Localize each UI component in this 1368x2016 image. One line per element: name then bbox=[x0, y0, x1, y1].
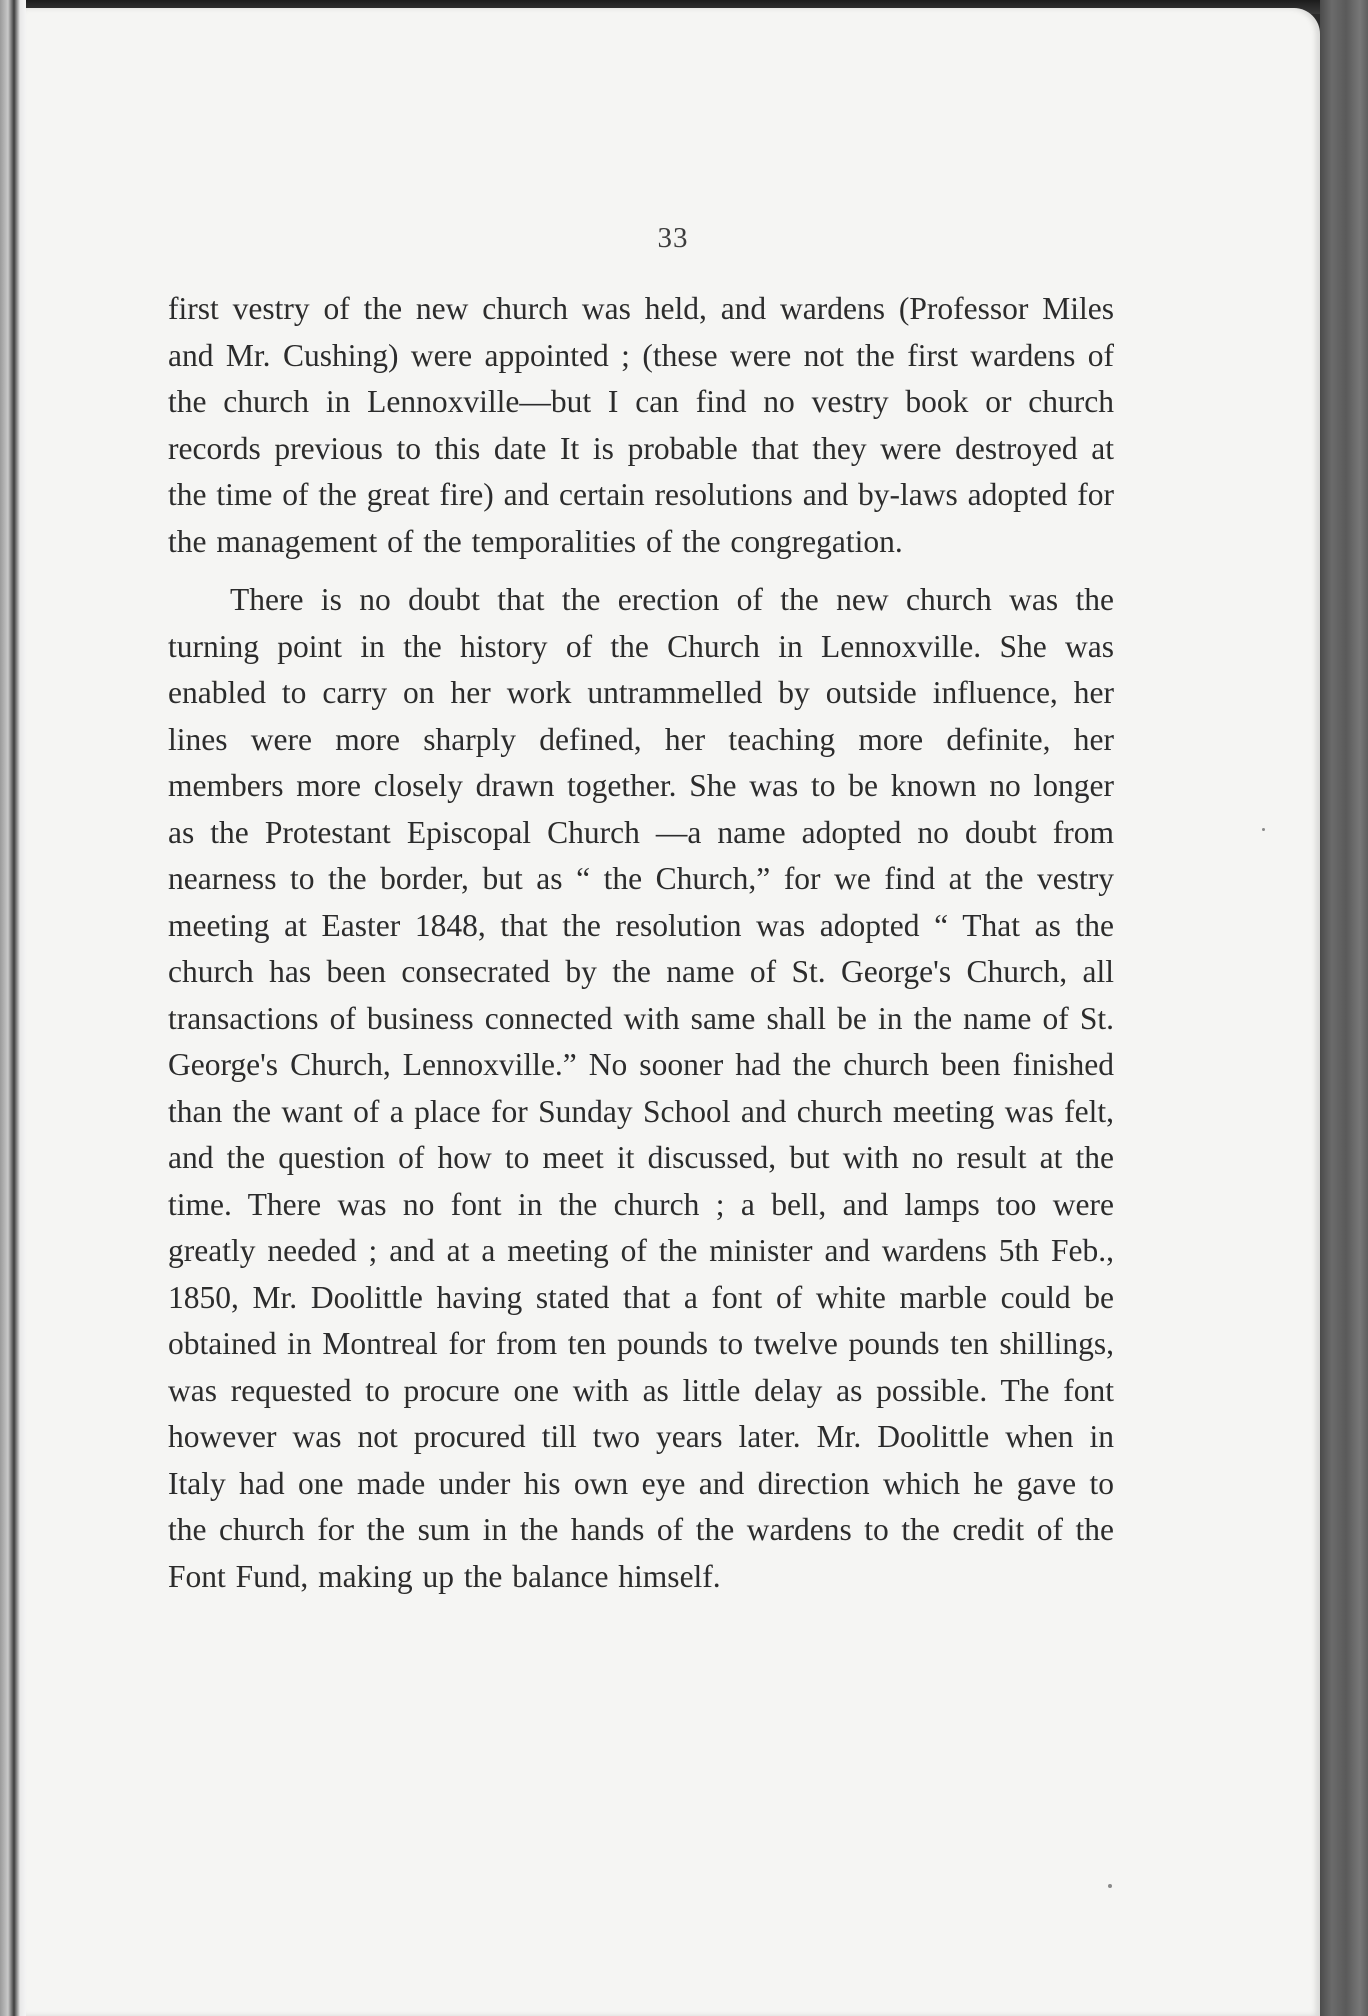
body-text bbox=[168, 286, 1114, 1612]
paragraph-2: There is no doubt that the erection of the new church was the turning point in the history of the Church in Lennoxville. She was enabled to carry on her work untrammelled by outside influence, her lines were more sharply defined, her teaching more definite, her members more closely drawn together. She was to be known no longer as the Protestant Episcopal Church —a name adopted no doubt from nearness to the border, but as “ the Church,” for we find at the vestry meeting at Easter 1848, that the resolution was adopted “ That as the church has been consecrated by the name of St. George's Church, all transactions of business connected with same shall be in the name of St. George's Church, Lennoxville.” No sooner had the church been finished than the want of a place for Sunday School and church meeting was felt, and the question of how to meet it discussed, but with no result at the time. There was no font in the church ; a bell, and lamps too were greatly needed ; and at a meeting of the minister and wardens 5th Feb., 1850, Mr. Doolittle having stated that a font of white marble could be obtained in Montreal for from ten pounds to twelve pounds ten shillings, was requested to procure one with as little delay as possible. The font however was not procured till two years later. Mr. Doolittle when in Italy had one made under his own eye and direction which he gave to the church for the sum in the hands of the wardens to the credit of the Font Fund, making up the balance himself. bbox=[168, 582, 1114, 1594]
paper-speck bbox=[1262, 828, 1265, 831]
page-number: 33 bbox=[657, 222, 689, 254]
paper-speck bbox=[1108, 1884, 1112, 1888]
binding-edge bbox=[0, 0, 26, 2016]
scan-right-edge bbox=[1320, 0, 1368, 2016]
book-page bbox=[26, 8, 1320, 2016]
paragraph-1: first vestry of the new church was held, and wardens (Professor Miles and Mr. Cushing) were appointed ; (these were not the first wardens of the church in Lennoxville—but I can find no vestry book or church records previous to this date It is probable that they were destroyed at the time of the great fire) and certain resolutions and by-laws adopted for the management of the temporalities of the congregation. bbox=[168, 291, 1114, 559]
